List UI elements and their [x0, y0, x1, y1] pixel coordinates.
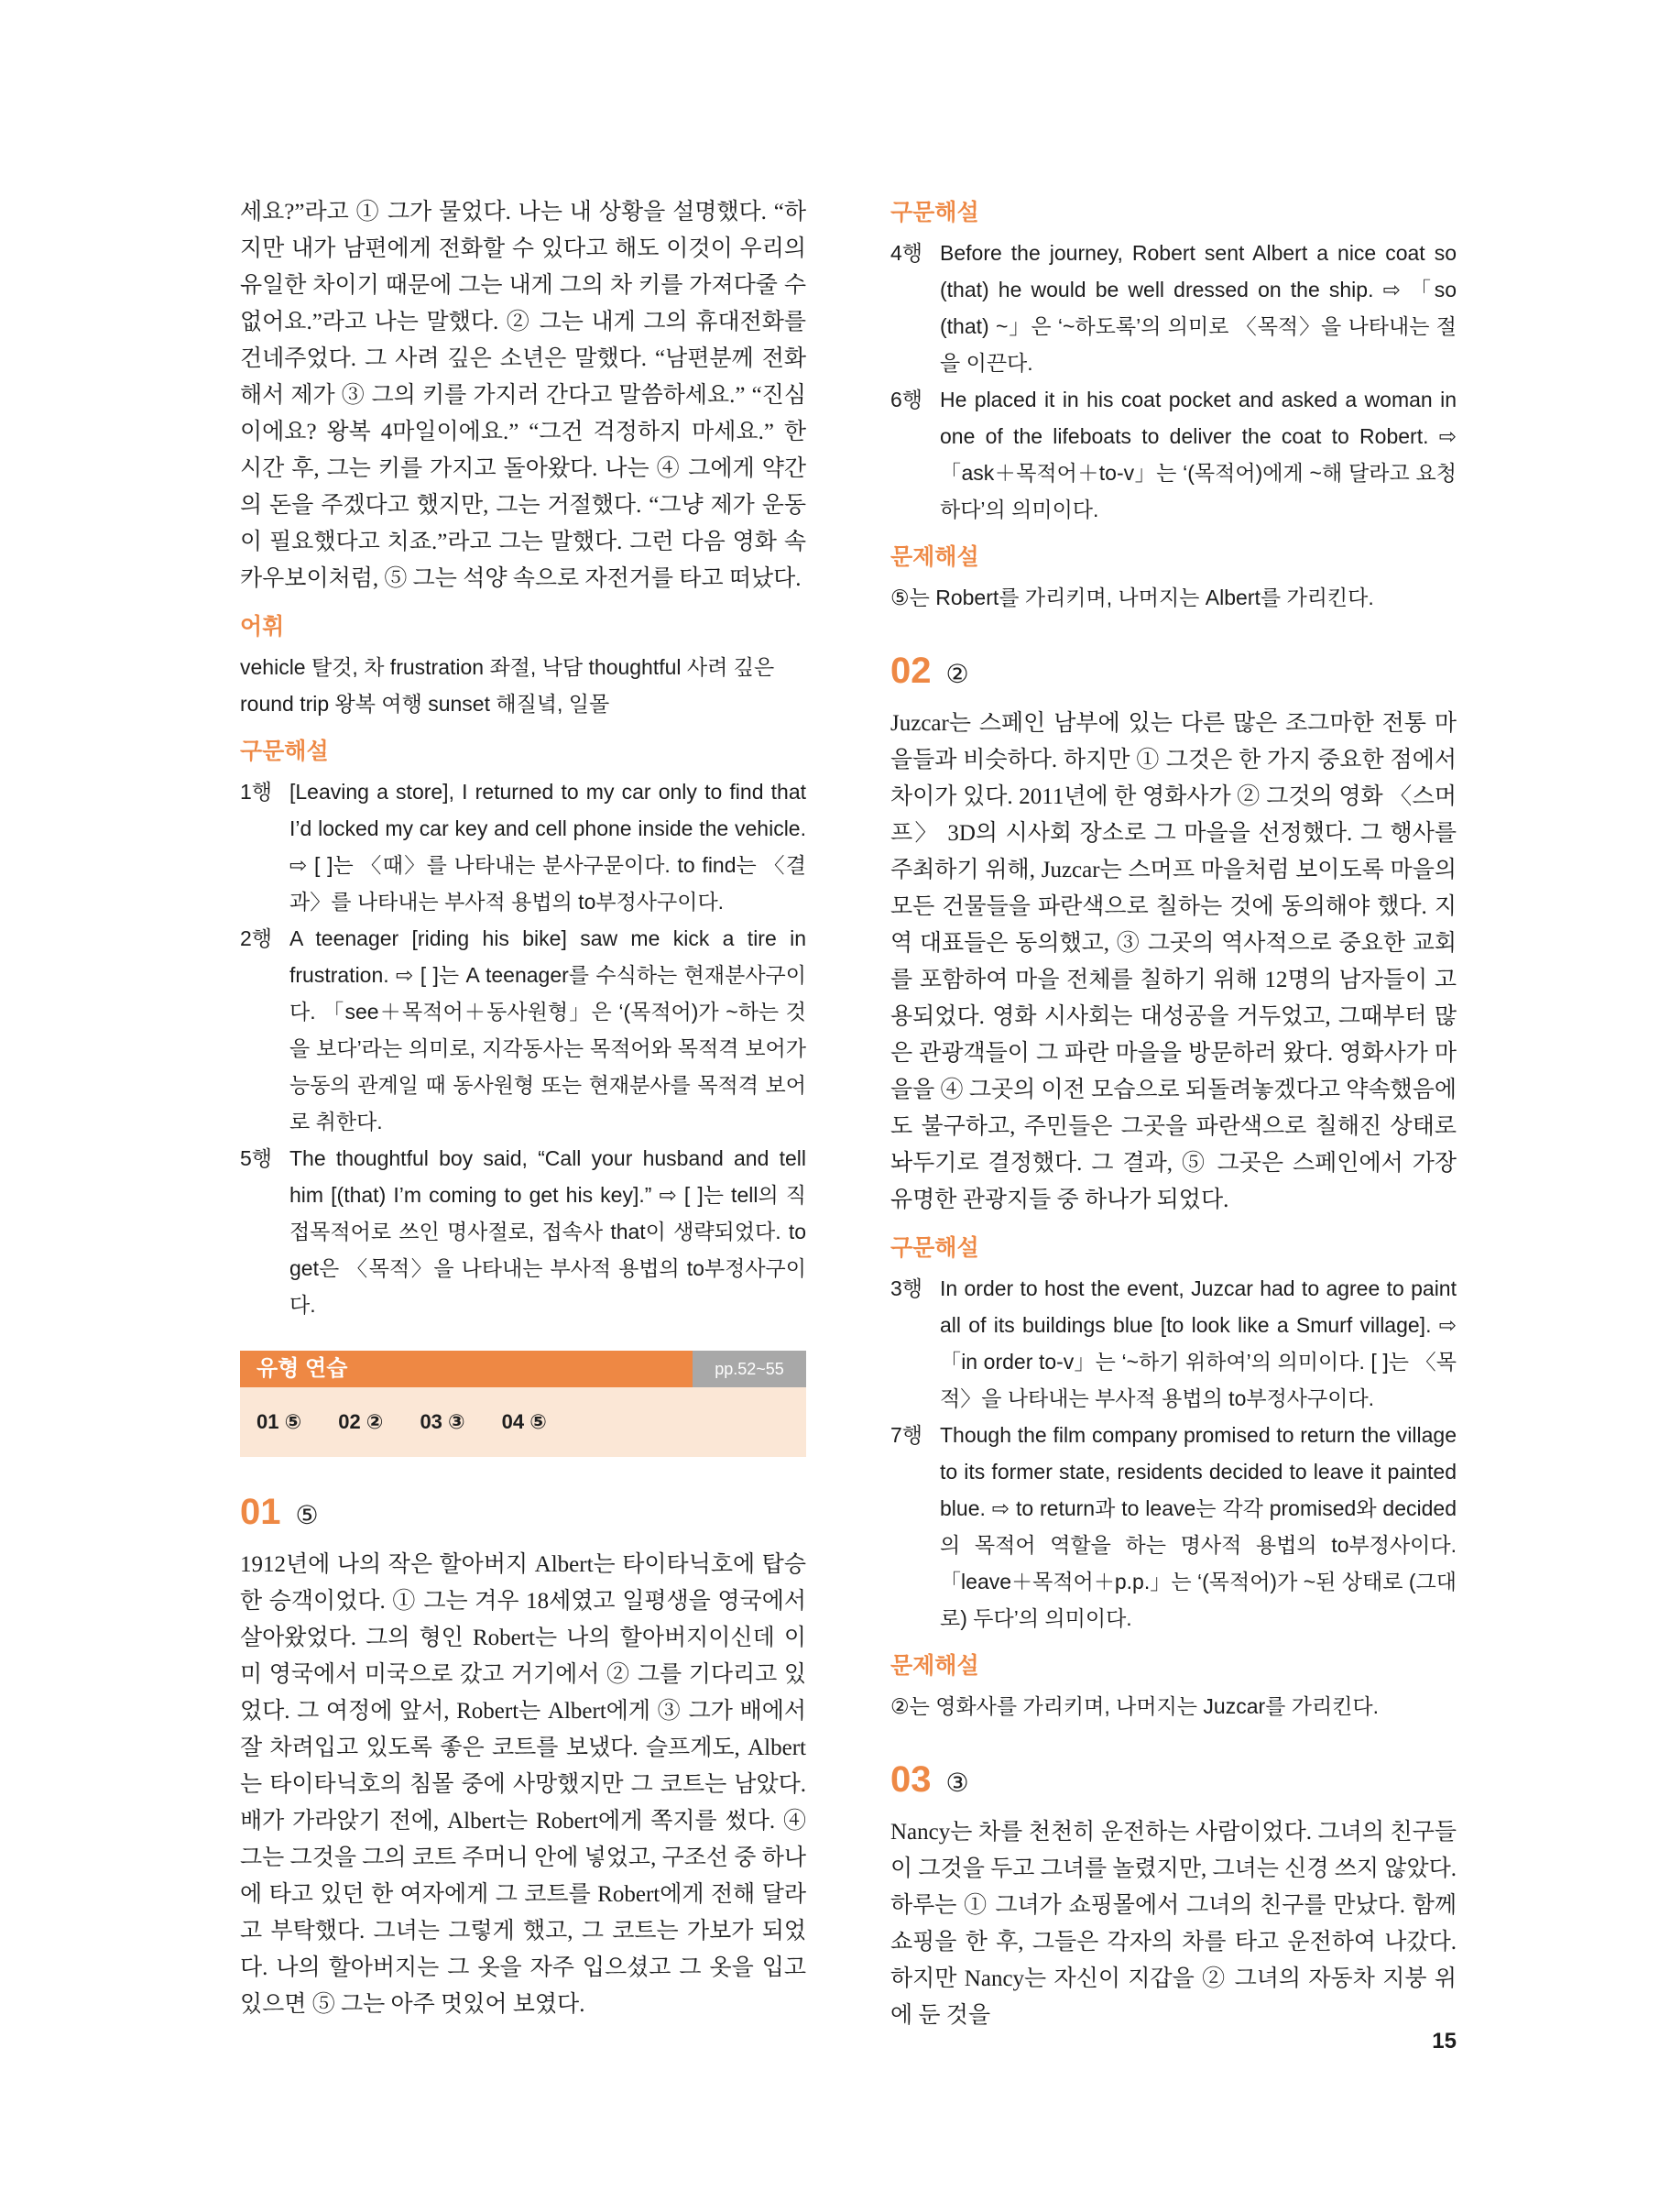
grammar-note: [890, 235, 1457, 381]
grammar-note: [240, 920, 806, 1140]
grammar-note: [240, 773, 806, 920]
question-01-heading: [240, 1490, 806, 1538]
grammar-notes: [890, 235, 1457, 528]
note-text: In order to host the event, Juzcar had to agree to paint all of its buildings blue [to look like a Smurf village]. ⇨ 「in order to-v」는 ‘~하기 위하여’의 의미이다. [ ]는 〈목적〉을 나타내는 부사적 용법의 to부정사구이다.: [940, 1276, 1457, 1410]
practice-answer: 03 ③: [420, 1410, 465, 1433]
question-answer: ②: [945, 660, 969, 688]
page-number: 15: [1432, 2029, 1457, 2053]
grammar-heading: 구문해설: [890, 200, 979, 225]
grammar-note: [240, 1140, 806, 1323]
question-02-heading: [890, 649, 1457, 696]
note-text: The thoughtful boy said, “Call your husband and tell him [(that) I’m coming to get his key].” ⇨ [ ]는 tell의 직접목적어로 쓰인 명사절로, 접속사 that이 생략되었다. to get은 〈목적〉을 나타내는 부사적 용법의 to부정사구이다.: [289, 1146, 806, 1317]
grammar-note: [890, 381, 1457, 528]
grammar-heading: 구문해설: [240, 739, 329, 764]
practice-answer-box: [240, 1351, 806, 1457]
vocab-list: vehicle 탈것, 차 frustration 좌절, 낙담 thoughtful 사려 깊은 round trip 왕복 여행 sunset 해질녘, 일몰: [240, 655, 775, 716]
line-ref: 5행: [240, 1146, 273, 1170]
practice-box-pages: pp.52~55: [693, 1351, 806, 1387]
question-answer: ③: [945, 1769, 969, 1797]
practice-answers: [240, 1387, 806, 1457]
grammar-notes: [240, 773, 806, 1323]
line-ref: 4행: [890, 241, 923, 265]
practice-answer: 04 ⑤: [501, 1410, 547, 1433]
note-text: He placed it in his coat pocket and asked a woman in one of the lifeboats to deliver the coat to Robert. ⇨ 「ask＋목적어＋to-v」는 ‘(목적어)에게 ~해 달라고 요청하다’의 의미이다.: [940, 388, 1457, 521]
note-text: Though the film company promised to return the village to its former state, residents decided to leave it painted blue. ⇨ to return과 to leave는 각각 promised와 decided의 목적어 역할을 하는 명사적 용법의 to부정사이다. 「leave＋목적어＋p.p.」는 ‘(목적어)가 ~된 상태로 (그대로) 두다’의 의미이다.: [940, 1423, 1457, 1630]
left-column: [240, 194, 806, 2023]
question-number: 03: [890, 1759, 932, 1800]
solution-heading: 문제해설: [890, 1653, 979, 1679]
continued-translation: 세요?”라고 ① 그가 물었다. 나는 내 상황을 설명했다. “하지만 내가 남편에게 전화할 수 있다고 해도 이것이 우리의 유일한 차이기 때문에 그는 내게 그의 차 키를 가져다줄 수 없어요.”라고 나는 말했다. ② 그는 내게 그의 휴대전화를 건네주었다. 그 사려 깊은 소년은 말했다. “남편분께 전화해서 제가 ③ 그의 키를 가지러 간다고 말씀하세요.” “진심이에요? 왕복 4마일이에요.” “그건 걱정하지 마세요.” 한 시간 후, 그는 키를 가지고 돌아왔다. 나는 ④ 그에게 약간의 돈을 주겠다고 했지만, 그는 거절했다. “그냥 제가 운동이 필요했다고 치죠.”라고 그는 말했다. 그런 다음 영화 속 카우보이처럼, ⑤ 그는 석양 속으로 자전거를 타고 떠났다.: [240, 200, 806, 591]
question-03-translation: Nancy는 차를 천천히 운전하는 사람이었다. 그녀의 친구들이 그것을 두고 그녀를 놀렸지만, 그녀는 신경 쓰지 않았다. 하루는 ① 그녀가 쇼핑몰에서 그녀의 친구를 만났다. 함께 쇼핑을 한 후, 그들은 각자의 차를 타고 운전하여 나갔다. 하지만 Nancy는 자신이 지갑을 ② 그녀의 자동차 지붕 위에 둔 것을: [890, 1820, 1457, 2028]
vocab-heading: 어휘: [240, 614, 285, 640]
solution-text: ⑤는 Robert를 가리키며, 나머지는 Albert를 가리킨다.: [890, 586, 1374, 609]
question-03-heading: [890, 1758, 1457, 1805]
grammar-heading: 구문해설: [890, 1235, 979, 1261]
solution-heading: 문제해설: [890, 544, 979, 570]
line-ref: 1행: [240, 780, 273, 804]
grammar-notes: [890, 1270, 1457, 1637]
practice-answer: 02 ②: [338, 1410, 384, 1433]
line-ref: 7행: [890, 1423, 923, 1447]
right-column: [890, 194, 1457, 2034]
grammar-note: [890, 1417, 1457, 1637]
question-number: 01: [240, 1492, 281, 1532]
question-01-translation: 1912년에 나의 작은 할아버지 Albert는 타이타닉호에 탑승한 승객이었다. ① 그는 겨우 18세였고 일평생을 영국에서 살아왔었다. 그의 형인 Robert는 나의 할아버지이신데 이미 영국에서 미국으로 갔고 거기에서 ② 그를 기다리고 있었다. 그 여정에 앞서, Robert는 Albert에게 ③ 그가 배에서 잘 차려입고 있도록 좋은 코트를 보냈다. 슬프게도, Albert는 타이타닉호의 침몰 중에 사망했지만 그 코트는 남았다. 배가 가라앉기 전에, Albert는 Robert에게 쪽지를 썼다. ④ 그는 그것을 그의 코트 주머니 안에 넣었고, 구조선 중 하나에 타고 있던 한 여자에게 그 코트를 Robert에게 전해 달라고 부탁했다. 그녀는 그렇게 했고, 그 코트는 가보가 되었다. 나의 할아버지는 그 옷을 자주 입으셨고 그 옷을 입고 있으면 ⑤ 그는 아주 멋있어 보였다.: [240, 1552, 806, 2017]
practice-answer: 01 ⑤: [257, 1410, 302, 1433]
note-text: A teenager [riding his bike] saw me kick a tire in frustration. ⇨ [ ]는 A teenager를 수식하는 현재분사구이다. 「see＋목적어＋동사원형」은 ‘(목적어)가 ~하는 것을 보다’라는 의미로, 지각동사는 목적어와 목적격 보어가 능동의 관계일 때 동사원형 또는 현재분사를 목적격 보어로 취한다.: [289, 926, 806, 1133]
line-ref: 2행: [240, 926, 273, 950]
line-ref: 6행: [890, 388, 923, 411]
line-ref: 3행: [890, 1276, 923, 1300]
question-answer: ⑤: [295, 1501, 319, 1529]
note-text: [Leaving a store], I returned to my car only to find that I’d locked my car key and cell phone inside the vehicle. ⇨ [ ]는 〈때〉를 나타내는 분사구문이다. to find는 〈결과〉를 나타내는 부사적 용법의 to부정사구이다.: [289, 780, 806, 914]
practice-box-title: 유형 연습: [240, 1351, 693, 1387]
grammar-note: [890, 1270, 1457, 1417]
note-text: Before the journey, Robert sent Albert a nice coat so (that) he would be well dressed on the ship. ⇨ 「so (that) ~」은 ‘~하도록’의 의미로 〈목적〉을 나타내는 절을 이끈다.: [940, 241, 1457, 375]
solution-text: ②는 영화사를 가리키며, 나머지는 Juzcar를 가리킨다.: [890, 1694, 1380, 1718]
question-number: 02: [890, 651, 932, 691]
question-02-translation: Juzcar는 스페인 남부에 있는 다른 많은 조그마한 전통 마을들과 비슷하다. 하지만 ① 그것은 한 가지 중요한 점에서 차이가 있다. 2011년에 한 영화사가 ② 그것의 영화 〈스머프〉 3D의 시사회 장소로 그 마을을 선정했다. 그 행사를 주최하기 위해, Juzcar는 스머프 마을처럼 보이도록 마을의 모든 건물들을 파란색으로 칠하는 것에 동의해야 했다. 지역 대표들은 동의했고, ③ 그곳의 역사적으로 중요한 교회를 포함하여 마을 전체를 칠하기 위해 12명의 남자들이 고용되었다. 영화 시사회는 대성공을 거두었고, 그때부터 많은 관광객들이 그 파란 마을을 방문하러 왔다. 영화사가 마을을 ④ 그곳의 이전 모습으로 되돌려놓겠다고 약속했음에도 불구하고, 주민들은 그곳을 파란색으로 칠해진 상태로 놔두기로 결정했다. 그 결과, ⑤ 그곳은 스페인에서 가장 유명한 관광지들 중 하나가 되었다.: [890, 711, 1457, 1212]
